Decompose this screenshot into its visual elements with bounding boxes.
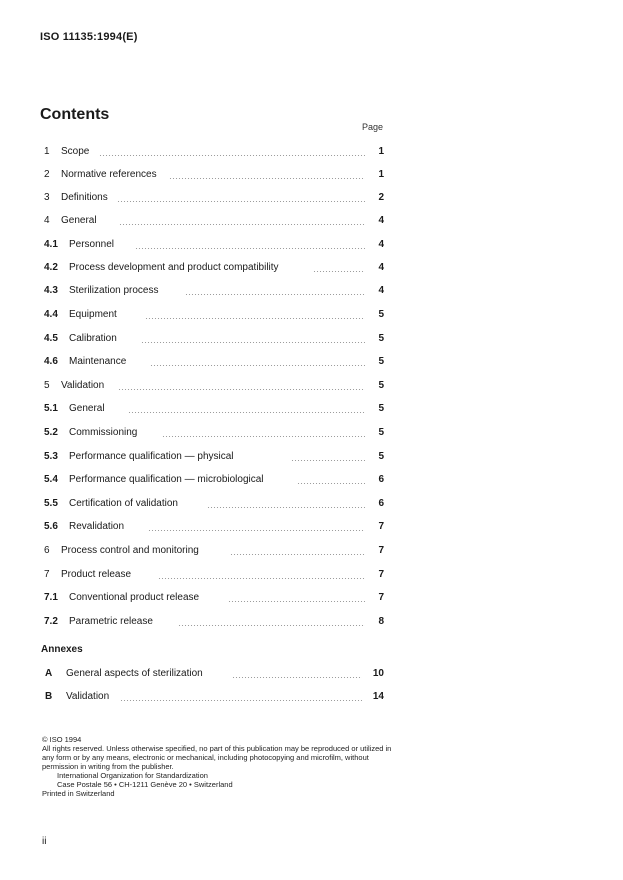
toc-entry[interactable] [44,355,384,369]
toc-number: 5.1 [44,403,58,414]
dot-leader [119,224,365,225]
toc-number: 1 [44,146,50,157]
toc-title: Process control and monitoring [61,545,199,556]
toc-entry[interactable] [44,568,384,582]
dot-leader [145,318,365,319]
toc-entry[interactable] [44,308,384,322]
toc-entry[interactable] [44,450,384,464]
dot-leader [297,483,365,484]
toc-title: Product release [61,569,132,580]
toc-entry[interactable] [44,145,384,159]
annex-letter: A [45,668,53,679]
toc-entry[interactable] [44,238,384,252]
dot-leader [185,294,365,295]
toc-title: Calibration [69,333,117,344]
toc-title: Conventional product release [69,592,200,603]
toc-title: Personnel [69,239,115,250]
toc-title: Performance qualification — microbiological [69,474,264,485]
toc-title: Normative references [61,169,157,180]
toc-entry[interactable] [44,497,384,511]
dot-leader [120,700,362,701]
toc-page: 4 [378,215,384,226]
toc-page: 4 [378,239,384,250]
toc-page: 7 [378,592,384,603]
toc-entry[interactable] [44,168,384,182]
toc-entry[interactable] [44,379,384,393]
toc-number: 4.6 [44,356,58,367]
organization-name: International Organization for Standardization [57,771,208,780]
toc-entry[interactable] [44,332,384,346]
copyright-notice [42,735,392,798]
toc-entry[interactable] [44,402,384,416]
toc-title: Equipment [69,309,117,320]
annex-letter: B [45,691,53,702]
contents-title: Contents [40,106,110,123]
toc-entry[interactable] [44,261,384,275]
dot-leader [158,578,365,579]
dot-leader [207,507,365,508]
organization-address: Case Postale 56 • CH-1211 Genève 20 • Switzerland [57,780,233,789]
toc-page: 5 [378,451,384,462]
toc-entry[interactable] [44,591,384,605]
annex-entry[interactable] [44,667,384,681]
toc-entry[interactable] [44,426,384,440]
toc-title: Commissioning [69,427,138,438]
toc-number: 4.1 [44,239,58,250]
toc-title: Maintenance [69,356,127,367]
toc-page: 2 [378,192,384,203]
dot-leader [117,201,365,202]
toc-entry[interactable] [44,615,384,629]
toc-title: Certification of validation [69,498,178,509]
copyright-symbol-line: © ISO 1994 [42,735,82,744]
toc-number: 4 [44,215,50,226]
dot-leader [313,271,365,272]
toc-entry[interactable] [44,473,384,487]
annexes-heading: Annexes [41,644,83,655]
toc-title: Validation [61,380,105,391]
toc-page: 5 [378,333,384,344]
toc-page: 8 [378,616,384,627]
annex-page: 10 [372,668,384,679]
toc-number: 5.5 [44,498,58,509]
toc-page: 5 [378,356,384,367]
toc-number: 3 [44,192,50,203]
dot-leader [99,155,365,156]
toc-number: 5 [44,380,50,391]
toc-title: General [61,215,97,226]
dot-leader [118,389,365,390]
dot-leader [291,460,365,461]
annex-entry[interactable] [44,690,384,704]
page-number: ii [42,836,47,847]
toc-page: 6 [378,474,384,485]
toc-number: 7 [44,569,50,580]
toc-page: 1 [378,169,384,180]
toc-page: 7 [378,545,384,556]
dot-leader [232,677,362,678]
toc-page: 7 [378,521,384,532]
toc-entry[interactable] [44,191,384,205]
dot-leader [230,554,365,555]
toc-number: 4.2 [44,262,58,273]
toc-number: 4.5 [44,333,58,344]
dot-leader [150,365,365,366]
rights-statement: All rights reserved. Unless otherwise specified, no part of this publication may be reproduced or utilized in any form or by any means, electronic or mechanical, including photocopying and microfilm, without permission in writing from the publisher. [42,744,392,771]
toc-page: 6 [378,498,384,509]
document-id: ISO 11135:1994(E) [40,31,138,43]
toc-number: 7.2 [44,616,58,627]
toc-page: 5 [378,309,384,320]
toc-title: Process development and product compatibility [69,262,279,273]
toc-page: 5 [378,403,384,414]
toc-number: 5.3 [44,451,58,462]
toc-page: 4 [378,262,384,273]
page-column-label: Page [362,122,384,132]
toc-entry[interactable] [44,544,384,558]
dot-leader [162,436,365,437]
toc-title: Parametric release [69,616,153,627]
dot-leader [178,625,365,626]
toc-number: 2 [44,169,50,180]
toc-title: Definitions [61,192,108,203]
dot-leader [148,530,365,531]
printed-in: Printed in Switzerland [42,789,115,798]
toc-page: 5 [378,380,384,391]
toc-number: 4.3 [44,285,58,296]
dot-leader [228,601,365,602]
toc-entry[interactable] [44,520,384,534]
toc-page: 4 [378,285,384,296]
toc-title: Performance qualification — physical [69,451,234,462]
toc-number: 5.2 [44,427,58,438]
toc-number: 7.1 [44,592,58,603]
toc-number: 5.6 [44,521,58,532]
dot-leader [128,412,365,413]
toc-entry[interactable] [44,284,384,298]
toc-number: 4.4 [44,309,58,320]
toc-number: 5.4 [44,474,58,485]
dot-leader [135,248,365,249]
annex-title: General aspects of sterilization [66,668,203,679]
toc-title: Scope [61,146,90,157]
dot-leader [141,342,365,343]
toc-page: 7 [378,569,384,580]
toc-title: Sterilization process [69,285,159,296]
toc-page: 1 [378,146,384,157]
toc-page: 5 [378,427,384,438]
toc-entry[interactable] [44,214,384,228]
annex-page: 14 [372,691,384,702]
toc-title: General [69,403,105,414]
dot-leader [169,178,365,179]
annex-title: Validation [66,691,110,702]
toc-number: 6 [44,545,50,556]
toc-title: Revalidation [69,521,125,532]
